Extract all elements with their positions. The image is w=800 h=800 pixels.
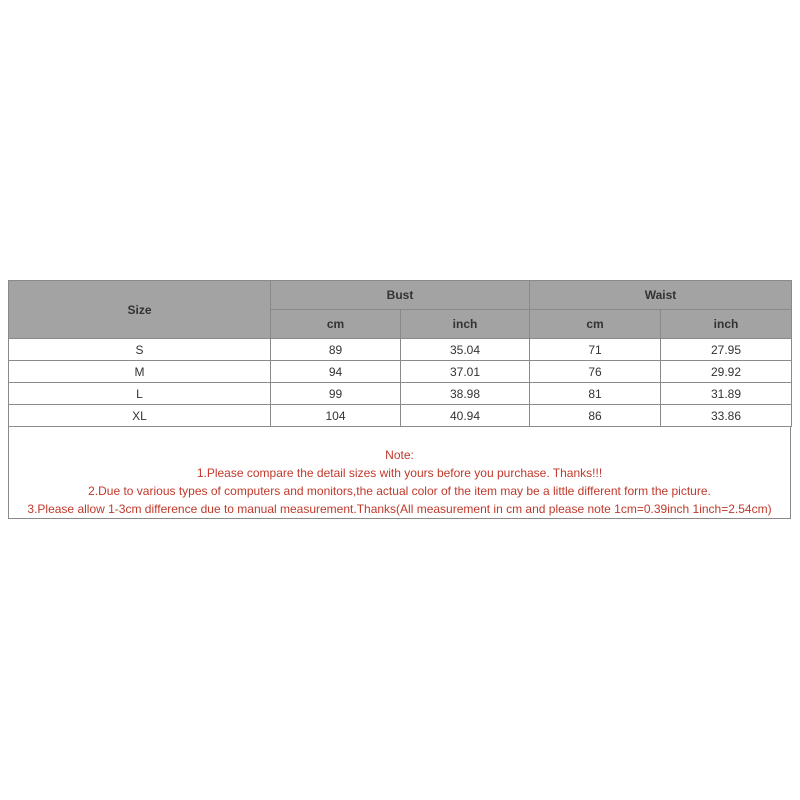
bust-cm-cell: 104 [271, 405, 401, 427]
size-cell: M [9, 361, 271, 383]
bust-inch-header: inch [401, 310, 530, 339]
table-row [9, 361, 792, 383]
size-cell: XL [9, 405, 271, 427]
waist-inch-cell: 33.86 [661, 405, 792, 427]
note-line-1: 1.Please compare the detail sizes with yours before you purchase. Thanks!!! [196, 466, 603, 480]
waist-group-header: Waist [530, 281, 792, 310]
note-title: Note: [385, 448, 414, 462]
size-cell: L [9, 383, 271, 405]
waist-cm-header: cm [530, 310, 661, 339]
notes-box [8, 427, 791, 519]
waist-inch-cell: 29.92 [661, 361, 792, 383]
size-cell: S [9, 339, 271, 361]
waist-inch-cell: 27.95 [661, 339, 792, 361]
bust-inch-cell: 37.01 [401, 361, 530, 383]
bust-inch-cell: 35.04 [401, 339, 530, 361]
size-column-header: Size [9, 281, 271, 339]
waist-cm-cell: 81 [530, 383, 661, 405]
table-row [9, 405, 792, 427]
size-table [8, 280, 792, 427]
bust-cm-cell: 99 [271, 383, 401, 405]
waist-cm-cell: 86 [530, 405, 661, 427]
waist-inch-header: inch [661, 310, 792, 339]
waist-inch-cell: 31.89 [661, 383, 792, 405]
bust-cm-cell: 89 [271, 339, 401, 361]
note-line-3: 3.Please allow 1-3cm difference due to manual measurement.Thanks(All measurement in cm and please note 1cm=0.39inch 1inch=2.54cm) [27, 502, 772, 516]
table-row [9, 383, 792, 405]
bust-inch-cell: 40.94 [401, 405, 530, 427]
table-row [9, 339, 792, 361]
size-chart [8, 280, 791, 519]
bust-inch-cell: 38.98 [401, 383, 530, 405]
note-line-2: 2.Due to various types of computers and monitors,the actual color of the item may be a little different form the picture. [88, 484, 711, 498]
waist-cm-cell: 71 [530, 339, 661, 361]
bust-cm-cell: 94 [271, 361, 401, 383]
bust-group-header: Bust [271, 281, 530, 310]
waist-cm-cell: 76 [530, 361, 661, 383]
bust-cm-header: cm [271, 310, 401, 339]
